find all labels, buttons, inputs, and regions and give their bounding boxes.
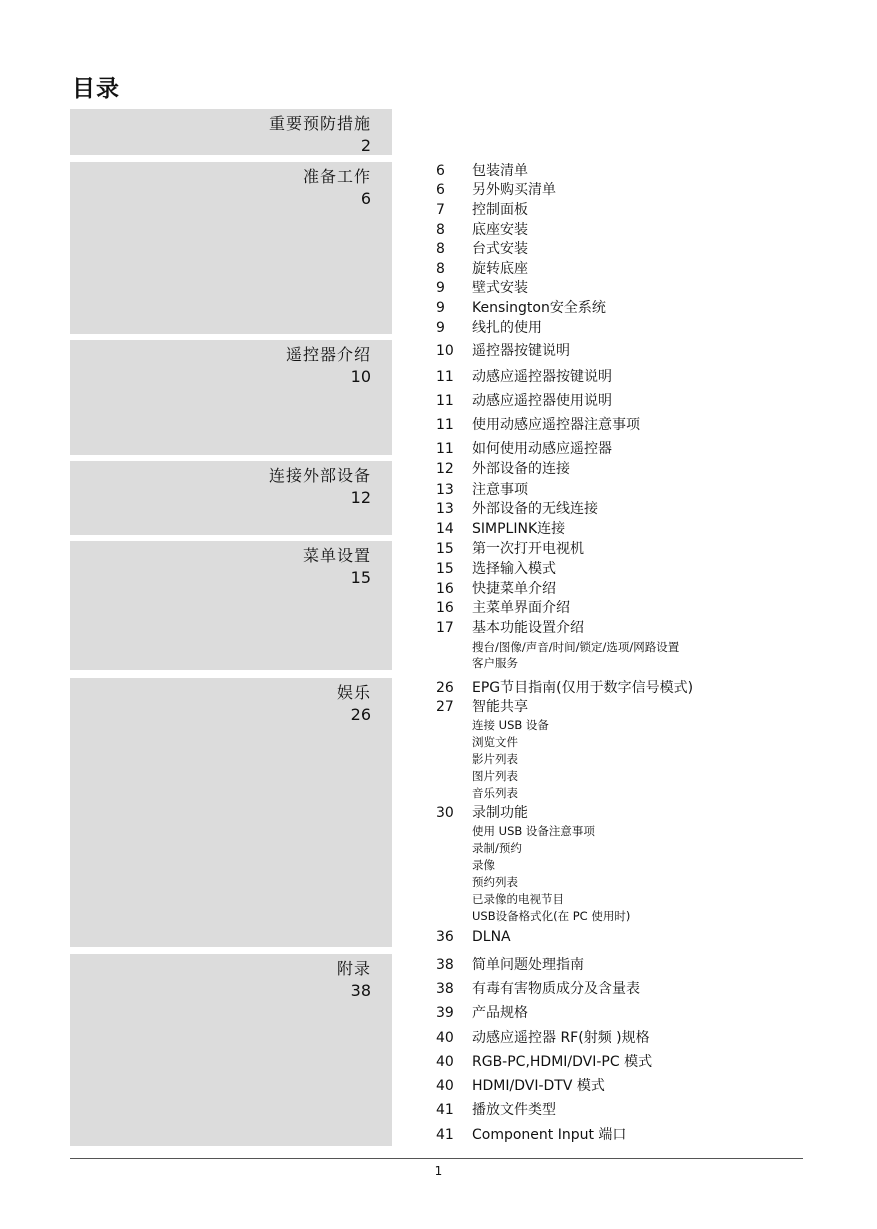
toc-subentry[interactable]: 音乐列表 [472, 786, 518, 800]
entry-page: 40 [436, 1030, 454, 1046]
entry-text: 使用动感应遥控器注意事项 [472, 417, 640, 433]
entry-page: 16 [436, 600, 454, 616]
section-title: 重要预防措施 [268, 114, 371, 133]
entry-page: 8 [436, 222, 445, 238]
toc-subentry[interactable]: 预约列表 [472, 875, 518, 889]
toc-subentry[interactable]: USB设备格式化(在 PC 使用时) [472, 909, 631, 923]
toc-title: 目录 [72, 76, 120, 102]
entry-text: Kensington安全系统 [472, 300, 606, 316]
entry-page: 41 [436, 1102, 454, 1118]
entry-text: 另外购买清单 [472, 182, 556, 198]
entry-page: 14 [436, 521, 454, 537]
section-title: 准备工作 [302, 167, 371, 186]
toc-subentry[interactable]: 客户服务 [472, 656, 518, 670]
entry-text: 遥控器按键说明 [472, 343, 570, 359]
entry-text: 动感应遥控器 RF(射频 )规格 [472, 1030, 650, 1046]
toc-subentry[interactable]: 搜台/图像/声音/时间/锁定/选项/网路设置 [472, 640, 680, 654]
section-title: 附录 [336, 959, 371, 978]
entry-page: 9 [436, 320, 445, 336]
entry-text: 旋转底座 [472, 261, 528, 277]
entry-page: 9 [436, 280, 445, 296]
toc-subentry[interactable]: 影片列表 [472, 752, 518, 766]
entry-text: HDMI/DVI-DTV 模式 [472, 1078, 605, 1094]
entry-text: 外部设备的连接 [472, 461, 570, 477]
entry-text: 快捷菜单介绍 [472, 581, 556, 597]
entry-page: 9 [436, 300, 445, 316]
section-page: 26 [350, 705, 371, 724]
section-page: 10 [350, 367, 371, 386]
entry-page: 11 [436, 369, 454, 385]
section-page: 6 [360, 189, 371, 208]
entry-page: 11 [436, 441, 454, 457]
entry-text: Component Input 端口 [472, 1127, 627, 1143]
entry-page: 6 [436, 163, 445, 179]
toc-list [420, 0, 860, 1229]
entry-text: 智能共享 [472, 699, 528, 715]
toc-subentry[interactable]: 连接 USB 设备 [472, 718, 549, 732]
toc-subentry[interactable]: 图片列表 [472, 769, 518, 783]
section-block[interactable] [70, 954, 392, 1146]
entry-page: 36 [436, 929, 454, 945]
entry-text: 台式安装 [472, 241, 528, 257]
section-block[interactable] [70, 678, 392, 947]
entry-page: 40 [436, 1054, 454, 1070]
toc-subentry[interactable]: 已录像的电视节目 [472, 892, 564, 906]
section-block[interactable] [70, 162, 392, 334]
entry-text: 外部设备的无线连接 [472, 501, 598, 517]
entry-page: 10 [436, 343, 454, 359]
entry-text: 简单问题处理指南 [472, 957, 584, 973]
entry-page: 15 [436, 561, 454, 577]
entry-text: RGB-PC,HDMI/DVI-PC 模式 [472, 1054, 653, 1070]
entry-text: EPG节目指南(仅用于数字信号模式) [472, 680, 694, 696]
section-title: 连接外部设备 [268, 466, 371, 485]
entry-text: SIMPLINK连接 [472, 521, 566, 537]
entry-text: 播放文件类型 [472, 1102, 556, 1118]
entry-page: 38 [436, 957, 454, 973]
entry-text: 第一次打开电视机 [472, 541, 584, 557]
entry-page: 7 [436, 202, 445, 218]
section-page: 12 [350, 488, 371, 507]
entry-page: 39 [436, 1005, 454, 1021]
entry-page: 41 [436, 1127, 454, 1143]
entry-text: 主菜单界面介绍 [472, 600, 570, 616]
entry-page: 17 [436, 620, 454, 636]
entry-text: 选择输入模式 [472, 561, 556, 577]
entry-text: 控制面板 [472, 202, 528, 218]
entry-text: 动感应遥控器按键说明 [472, 369, 612, 385]
entry-page: 30 [436, 805, 454, 821]
entry-text: 线扎的使用 [472, 320, 542, 336]
toc-subentry[interactable]: 浏览文件 [472, 735, 518, 749]
entry-text: 有毒有害物质成分及含量表 [472, 981, 640, 997]
entry-text: 壁式安装 [472, 280, 528, 296]
section-page: 38 [350, 981, 371, 1000]
section-title: 遥控器介绍 [285, 345, 371, 364]
entry-page: 38 [436, 981, 454, 997]
entry-page: 11 [436, 417, 454, 433]
footer-divider [70, 1158, 803, 1159]
page-number: 1 [434, 1164, 443, 1178]
entry-page: 16 [436, 581, 454, 597]
entry-page: 13 [436, 482, 454, 498]
entry-text: 基本功能设置介绍 [472, 620, 584, 636]
entry-text: 注意事项 [472, 482, 528, 498]
entry-page: 8 [436, 261, 445, 277]
entry-text: 底座安装 [472, 222, 528, 238]
section-title: 娱乐 [336, 683, 371, 702]
section-page: 2 [360, 136, 371, 155]
entry-text: DLNA [472, 929, 511, 945]
section-block[interactable] [70, 340, 392, 455]
entry-page: 12 [436, 461, 454, 477]
entry-page: 26 [436, 680, 454, 696]
section-page: 15 [350, 568, 371, 587]
section-block[interactable] [70, 109, 392, 155]
entry-page: 6 [436, 182, 445, 198]
entry-page: 11 [436, 393, 454, 409]
entry-text: 动感应遥控器使用说明 [472, 393, 612, 409]
entry-page: 8 [436, 241, 445, 257]
entry-text: 产品规格 [472, 1005, 528, 1021]
toc-subentry[interactable]: 录像 [472, 858, 495, 872]
section-block[interactable] [70, 461, 392, 535]
entry-text: 包装清单 [472, 163, 528, 179]
toc-subentry[interactable]: 录制/预约 [472, 841, 522, 855]
section-title: 菜单设置 [302, 546, 371, 565]
toc-subentry[interactable]: 使用 USB 设备注意事项 [472, 824, 595, 838]
entry-page: 40 [436, 1078, 454, 1094]
entry-page: 15 [436, 541, 454, 557]
section-block[interactable] [70, 541, 392, 670]
entry-page: 27 [436, 699, 454, 715]
entry-text: 如何使用动感应遥控器 [472, 441, 612, 457]
entry-text: 录制功能 [472, 805, 528, 821]
entry-page: 13 [436, 501, 454, 517]
